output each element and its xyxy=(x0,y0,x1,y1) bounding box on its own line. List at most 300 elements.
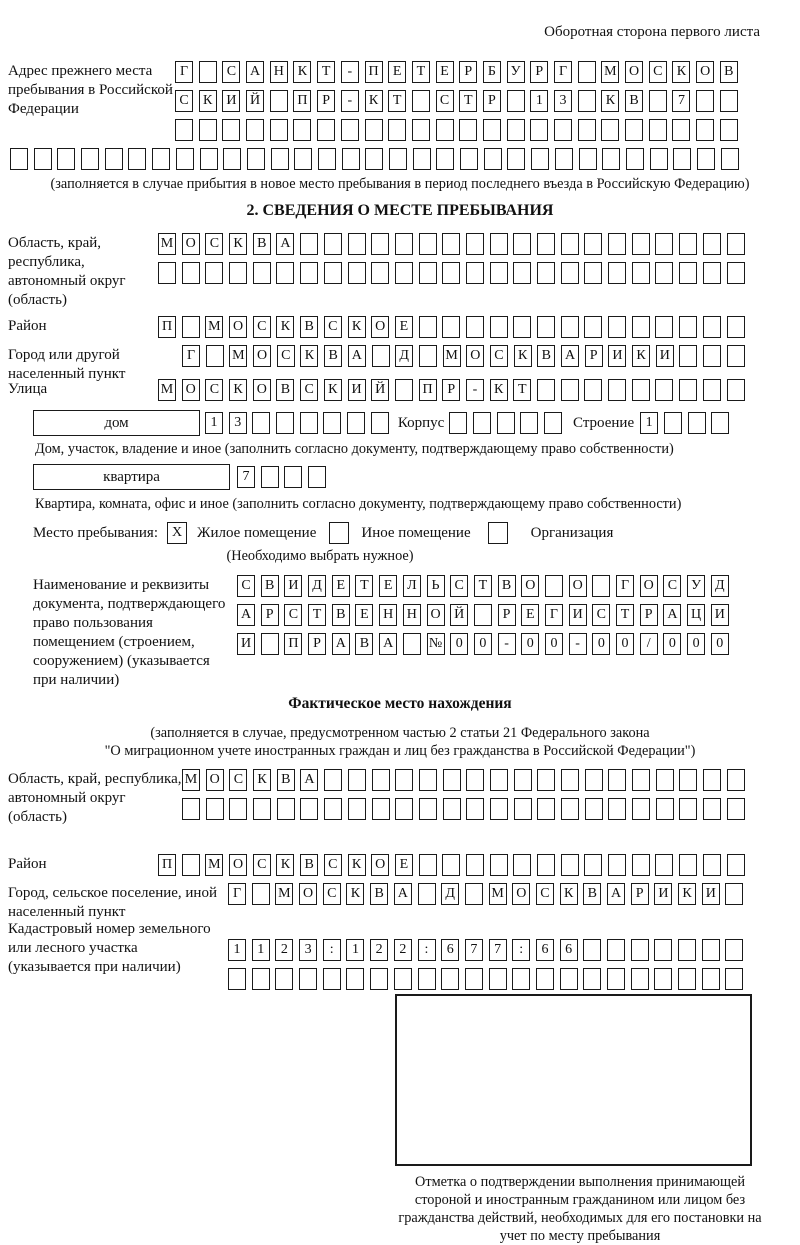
char-box[interactable] xyxy=(324,262,342,284)
char-box[interactable] xyxy=(608,854,626,876)
char-box[interactable] xyxy=(466,316,484,338)
char-box[interactable] xyxy=(537,316,555,338)
char-box[interactable] xyxy=(284,466,302,488)
char-box[interactable]: С xyxy=(253,854,271,876)
char-box[interactable] xyxy=(537,262,555,284)
char-box[interactable]: 1 xyxy=(252,939,270,961)
char-box[interactable]: К xyxy=(490,379,508,401)
char-box[interactable] xyxy=(655,854,673,876)
char-box[interactable]: С xyxy=(205,379,223,401)
char-box[interactable] xyxy=(656,798,674,820)
char-box[interactable] xyxy=(608,316,626,338)
char-box[interactable] xyxy=(696,119,714,141)
char-box[interactable] xyxy=(324,769,342,791)
char-box[interactable]: 3 xyxy=(299,939,317,961)
char-box[interactable]: Т xyxy=(388,90,406,112)
char-box[interactable] xyxy=(513,233,531,255)
char-box[interactable]: 0 xyxy=(545,633,563,655)
char-box[interactable] xyxy=(727,262,745,284)
char-box[interactable] xyxy=(608,262,626,284)
char-box[interactable] xyxy=(725,883,743,905)
char-box[interactable] xyxy=(223,148,241,170)
char-box[interactable]: М xyxy=(443,345,461,367)
char-box[interactable] xyxy=(261,633,279,655)
char-box[interactable] xyxy=(631,939,649,961)
char-box[interactable]: 0 xyxy=(592,633,610,655)
char-box[interactable] xyxy=(443,769,461,791)
char-box[interactable]: И xyxy=(654,883,672,905)
char-box[interactable] xyxy=(105,148,123,170)
char-box[interactable] xyxy=(703,316,721,338)
char-box[interactable]: К xyxy=(365,90,383,112)
char-box[interactable]: И xyxy=(711,604,729,626)
char-box[interactable]: 0 xyxy=(663,633,681,655)
char-box[interactable] xyxy=(703,345,721,367)
char-box[interactable] xyxy=(465,968,483,990)
char-box[interactable] xyxy=(466,769,484,791)
char-box[interactable] xyxy=(632,854,650,876)
char-box[interactable]: С xyxy=(324,316,342,338)
char-box[interactable]: Т xyxy=(474,575,492,597)
char-box[interactable] xyxy=(271,148,289,170)
char-box[interactable] xyxy=(182,798,200,820)
char-box[interactable] xyxy=(607,968,625,990)
char-box[interactable] xyxy=(727,316,745,338)
char-box[interactable] xyxy=(395,769,413,791)
char-box[interactable]: Г xyxy=(175,61,193,83)
char-box[interactable]: К xyxy=(672,61,690,83)
char-box[interactable] xyxy=(584,262,602,284)
char-box[interactable]: В xyxy=(332,604,350,626)
char-box[interactable] xyxy=(466,798,484,820)
char-box[interactable] xyxy=(395,798,413,820)
char-box[interactable] xyxy=(578,119,596,141)
char-box[interactable]: М xyxy=(489,883,507,905)
char-box[interactable]: 0 xyxy=(474,633,492,655)
char-box[interactable]: О xyxy=(466,345,484,367)
char-box[interactable] xyxy=(703,262,721,284)
char-box[interactable] xyxy=(275,968,293,990)
char-box[interactable] xyxy=(727,345,745,367)
char-box[interactable]: В xyxy=(277,769,295,791)
char-box[interactable]: Т xyxy=(459,90,477,112)
char-box[interactable]: С xyxy=(253,316,271,338)
char-box[interactable]: С xyxy=(205,233,223,255)
char-box[interactable]: В xyxy=(537,345,555,367)
char-box[interactable] xyxy=(412,90,430,112)
char-box[interactable] xyxy=(276,412,294,434)
char-box[interactable] xyxy=(323,412,341,434)
char-box[interactable] xyxy=(702,939,720,961)
char-box[interactable] xyxy=(371,233,389,255)
char-box[interactable] xyxy=(346,968,364,990)
char-box[interactable]: Н xyxy=(379,604,397,626)
char-box[interactable]: О xyxy=(371,854,389,876)
char-box[interactable] xyxy=(317,119,335,141)
char-box[interactable] xyxy=(561,769,579,791)
char-box[interactable]: К xyxy=(276,854,294,876)
char-box[interactable] xyxy=(347,412,365,434)
char-box[interactable]: Л xyxy=(403,575,421,597)
char-box[interactable]: И xyxy=(608,345,626,367)
char-box[interactable]: Р xyxy=(640,604,658,626)
char-box[interactable]: Г xyxy=(228,883,246,905)
char-box[interactable]: А xyxy=(332,633,350,655)
char-box[interactable]: П xyxy=(293,90,311,112)
char-box[interactable] xyxy=(579,148,597,170)
char-box[interactable] xyxy=(466,233,484,255)
char-box[interactable]: 2 xyxy=(394,939,412,961)
char-box[interactable] xyxy=(703,379,721,401)
char-box[interactable]: О xyxy=(182,379,200,401)
char-box[interactable] xyxy=(531,148,549,170)
char-box[interactable] xyxy=(679,345,697,367)
char-box[interactable]: К xyxy=(346,883,364,905)
char-box[interactable]: О xyxy=(229,316,247,338)
char-box[interactable]: : xyxy=(323,939,341,961)
char-box[interactable] xyxy=(578,61,596,83)
char-box[interactable] xyxy=(246,119,264,141)
char-box[interactable] xyxy=(703,798,721,820)
char-box[interactable]: Т xyxy=(616,604,634,626)
char-box[interactable] xyxy=(324,798,342,820)
char-box[interactable]: К xyxy=(300,345,318,367)
char-box[interactable] xyxy=(182,316,200,338)
char-box[interactable] xyxy=(152,148,170,170)
char-box[interactable]: П xyxy=(284,633,302,655)
char-box[interactable]: 7 xyxy=(237,466,255,488)
char-box[interactable] xyxy=(649,119,667,141)
char-box[interactable] xyxy=(442,262,460,284)
char-box[interactable]: С xyxy=(649,61,667,83)
char-box[interactable]: К xyxy=(293,61,311,83)
char-box[interactable]: В xyxy=(253,233,271,255)
checkbox-organization[interactable] xyxy=(488,522,508,544)
char-box[interactable] xyxy=(419,854,437,876)
char-box[interactable]: 7 xyxy=(489,939,507,961)
char-box[interactable] xyxy=(631,968,649,990)
char-box[interactable] xyxy=(585,769,603,791)
char-box[interactable]: 3 xyxy=(554,90,572,112)
char-box[interactable]: М xyxy=(205,854,223,876)
char-box[interactable] xyxy=(308,466,326,488)
char-box[interactable]: П xyxy=(158,316,176,338)
char-box[interactable]: 2 xyxy=(370,939,388,961)
char-box[interactable]: О xyxy=(521,575,539,597)
char-box[interactable] xyxy=(176,148,194,170)
char-box[interactable]: К xyxy=(514,345,532,367)
char-box[interactable]: А xyxy=(607,883,625,905)
char-box[interactable] xyxy=(182,262,200,284)
char-box[interactable] xyxy=(601,119,619,141)
char-box[interactable] xyxy=(348,262,366,284)
char-box[interactable]: Р xyxy=(631,883,649,905)
char-box[interactable]: Д xyxy=(711,575,729,597)
char-box[interactable] xyxy=(413,148,431,170)
char-box[interactable] xyxy=(514,798,532,820)
char-box[interactable] xyxy=(442,316,460,338)
char-box[interactable] xyxy=(490,798,508,820)
char-box[interactable] xyxy=(395,233,413,255)
char-box[interactable] xyxy=(300,412,318,434)
char-box[interactable]: 2 xyxy=(275,939,293,961)
char-box[interactable] xyxy=(608,233,626,255)
char-box[interactable]: - xyxy=(341,61,359,83)
char-box[interactable]: / xyxy=(640,633,658,655)
char-box[interactable] xyxy=(277,798,295,820)
char-box[interactable] xyxy=(318,148,336,170)
char-box[interactable] xyxy=(721,148,739,170)
char-box[interactable] xyxy=(720,119,738,141)
char-box[interactable] xyxy=(252,968,270,990)
char-box[interactable]: А xyxy=(394,883,412,905)
char-box[interactable]: К xyxy=(348,854,366,876)
char-box[interactable] xyxy=(490,233,508,255)
char-box[interactable]: М xyxy=(158,233,176,255)
char-box[interactable]: О xyxy=(427,604,445,626)
char-box[interactable] xyxy=(585,798,603,820)
char-box[interactable] xyxy=(513,316,531,338)
char-box[interactable]: С xyxy=(277,345,295,367)
checkbox-other-premises[interactable] xyxy=(329,522,349,544)
char-box[interactable]: В xyxy=(300,854,318,876)
char-box[interactable]: В xyxy=(300,316,318,338)
char-box[interactable] xyxy=(632,379,650,401)
char-box[interactable]: О xyxy=(253,379,271,401)
char-box[interactable] xyxy=(57,148,75,170)
char-box[interactable]: 6 xyxy=(441,939,459,961)
char-box[interactable] xyxy=(560,968,578,990)
char-box[interactable] xyxy=(372,345,390,367)
char-box[interactable]: 7 xyxy=(465,939,483,961)
char-box[interactable]: Р xyxy=(308,633,326,655)
char-box[interactable] xyxy=(632,233,650,255)
char-box[interactable]: П xyxy=(419,379,437,401)
char-box[interactable] xyxy=(388,119,406,141)
char-box[interactable]: Е xyxy=(436,61,454,83)
char-box[interactable] xyxy=(703,769,721,791)
char-box[interactable]: В xyxy=(625,90,643,112)
char-box[interactable] xyxy=(626,148,644,170)
char-box[interactable]: П xyxy=(365,61,383,83)
char-box[interactable]: Г xyxy=(554,61,572,83)
char-box[interactable] xyxy=(583,968,601,990)
char-box[interactable] xyxy=(34,148,52,170)
char-box[interactable] xyxy=(199,119,217,141)
char-box[interactable]: О xyxy=(625,61,643,83)
char-box[interactable] xyxy=(128,148,146,170)
char-box[interactable] xyxy=(365,148,383,170)
char-box[interactable] xyxy=(655,233,673,255)
char-box[interactable] xyxy=(650,148,668,170)
char-box[interactable]: Р xyxy=(483,90,501,112)
char-box[interactable] xyxy=(418,968,436,990)
char-box[interactable]: В xyxy=(261,575,279,597)
char-box[interactable] xyxy=(672,119,690,141)
char-box[interactable] xyxy=(419,769,437,791)
char-box[interactable]: Т xyxy=(308,604,326,626)
char-box[interactable] xyxy=(584,379,602,401)
char-box[interactable] xyxy=(654,968,672,990)
char-box[interactable] xyxy=(727,379,745,401)
char-box[interactable] xyxy=(507,119,525,141)
char-box[interactable]: С xyxy=(237,575,255,597)
char-box[interactable]: 1 xyxy=(640,412,658,434)
char-box[interactable] xyxy=(537,233,555,255)
char-box[interactable] xyxy=(584,233,602,255)
char-box[interactable]: Б xyxy=(483,61,501,83)
char-box[interactable] xyxy=(703,233,721,255)
char-box[interactable] xyxy=(294,148,312,170)
char-box[interactable] xyxy=(389,148,407,170)
char-box[interactable] xyxy=(341,119,359,141)
char-box[interactable] xyxy=(342,148,360,170)
char-box[interactable]: Ц xyxy=(687,604,705,626)
char-box[interactable]: Й xyxy=(450,604,468,626)
char-box[interactable] xyxy=(443,798,461,820)
char-box[interactable] xyxy=(270,90,288,112)
char-box[interactable] xyxy=(365,119,383,141)
char-box[interactable]: 0 xyxy=(711,633,729,655)
char-box[interactable]: 6 xyxy=(536,939,554,961)
char-box[interactable] xyxy=(300,262,318,284)
char-box[interactable] xyxy=(436,148,454,170)
char-box[interactable]: И xyxy=(237,633,255,655)
char-box[interactable] xyxy=(625,119,643,141)
char-box[interactable]: В xyxy=(370,883,388,905)
char-box[interactable] xyxy=(537,769,555,791)
char-box[interactable]: А xyxy=(561,345,579,367)
char-box[interactable]: К xyxy=(560,883,578,905)
char-box[interactable] xyxy=(679,233,697,255)
char-box[interactable]: Г xyxy=(616,575,634,597)
char-box[interactable] xyxy=(655,316,673,338)
char-box[interactable]: 7 xyxy=(672,90,690,112)
char-box[interactable] xyxy=(513,854,531,876)
char-box[interactable] xyxy=(474,604,492,626)
char-box[interactable] xyxy=(372,769,390,791)
char-box[interactable] xyxy=(395,379,413,401)
char-box[interactable] xyxy=(592,575,610,597)
char-box[interactable]: Й xyxy=(246,90,264,112)
char-box[interactable] xyxy=(490,769,508,791)
char-box[interactable]: С xyxy=(222,61,240,83)
char-box[interactable] xyxy=(688,412,706,434)
char-box[interactable] xyxy=(300,233,318,255)
char-box[interactable] xyxy=(530,119,548,141)
char-box[interactable]: О xyxy=(569,575,587,597)
char-box[interactable] xyxy=(473,412,491,434)
char-box[interactable] xyxy=(607,939,625,961)
char-box[interactable] xyxy=(696,90,714,112)
char-box[interactable]: Р xyxy=(459,61,477,83)
char-box[interactable] xyxy=(536,968,554,990)
char-box[interactable] xyxy=(348,233,366,255)
char-box[interactable] xyxy=(602,148,620,170)
char-box[interactable]: К xyxy=(632,345,650,367)
char-box[interactable] xyxy=(158,262,176,284)
char-box[interactable]: М xyxy=(601,61,619,83)
char-box[interactable]: М xyxy=(182,769,200,791)
char-box[interactable]: С xyxy=(436,90,454,112)
char-box[interactable]: Й xyxy=(371,379,389,401)
char-box[interactable] xyxy=(632,769,650,791)
char-box[interactable]: О xyxy=(371,316,389,338)
char-box[interactable] xyxy=(679,798,697,820)
char-box[interactable] xyxy=(711,412,729,434)
char-box[interactable] xyxy=(371,262,389,284)
char-box[interactable]: А xyxy=(246,61,264,83)
char-box[interactable]: А xyxy=(663,604,681,626)
char-box[interactable]: Р xyxy=(261,604,279,626)
char-box[interactable]: И xyxy=(348,379,366,401)
char-box[interactable] xyxy=(247,148,265,170)
char-box[interactable]: Г xyxy=(545,604,563,626)
char-box[interactable] xyxy=(459,119,477,141)
char-box[interactable]: 0 xyxy=(450,633,468,655)
char-box[interactable]: В xyxy=(720,61,738,83)
char-box[interactable]: Е xyxy=(388,61,406,83)
char-box[interactable]: С xyxy=(284,604,302,626)
char-box[interactable] xyxy=(10,148,28,170)
char-box[interactable]: Е xyxy=(395,316,413,338)
char-box[interactable] xyxy=(252,412,270,434)
char-box[interactable] xyxy=(512,968,530,990)
char-box[interactable]: В xyxy=(276,379,294,401)
char-box[interactable]: О xyxy=(512,883,530,905)
char-box[interactable] xyxy=(725,939,743,961)
char-box[interactable]: О xyxy=(640,575,658,597)
char-box[interactable] xyxy=(727,233,745,255)
char-box[interactable] xyxy=(679,769,697,791)
char-box[interactable]: О xyxy=(206,769,224,791)
char-box[interactable]: У xyxy=(507,61,525,83)
char-box[interactable] xyxy=(228,968,246,990)
char-box[interactable]: 0 xyxy=(687,633,705,655)
char-box[interactable] xyxy=(412,119,430,141)
char-box[interactable] xyxy=(293,119,311,141)
char-box[interactable]: Е xyxy=(355,604,373,626)
char-box[interactable] xyxy=(584,854,602,876)
char-box[interactable] xyxy=(466,854,484,876)
char-box[interactable] xyxy=(632,798,650,820)
char-box[interactable] xyxy=(537,798,555,820)
char-box[interactable]: - xyxy=(569,633,587,655)
char-box[interactable] xyxy=(608,798,626,820)
char-box[interactable]: 1 xyxy=(530,90,548,112)
char-box[interactable] xyxy=(537,379,555,401)
char-box[interactable] xyxy=(554,119,572,141)
char-box[interactable] xyxy=(465,883,483,905)
char-box[interactable]: Е xyxy=(379,575,397,597)
char-box[interactable] xyxy=(419,262,437,284)
char-box[interactable] xyxy=(270,119,288,141)
char-box[interactable]: М xyxy=(229,345,247,367)
char-box[interactable]: Т xyxy=(317,61,335,83)
char-box[interactable]: - xyxy=(466,379,484,401)
char-box[interactable] xyxy=(678,939,696,961)
char-box[interactable] xyxy=(449,412,467,434)
char-box[interactable]: С xyxy=(536,883,554,905)
char-box[interactable]: № xyxy=(427,633,445,655)
char-box[interactable]: Р xyxy=(442,379,460,401)
char-box[interactable]: О xyxy=(253,345,271,367)
char-box[interactable] xyxy=(545,575,563,597)
char-box[interactable]: 1 xyxy=(346,939,364,961)
char-box[interactable] xyxy=(608,379,626,401)
char-box[interactable] xyxy=(370,968,388,990)
char-box[interactable]: М xyxy=(275,883,293,905)
